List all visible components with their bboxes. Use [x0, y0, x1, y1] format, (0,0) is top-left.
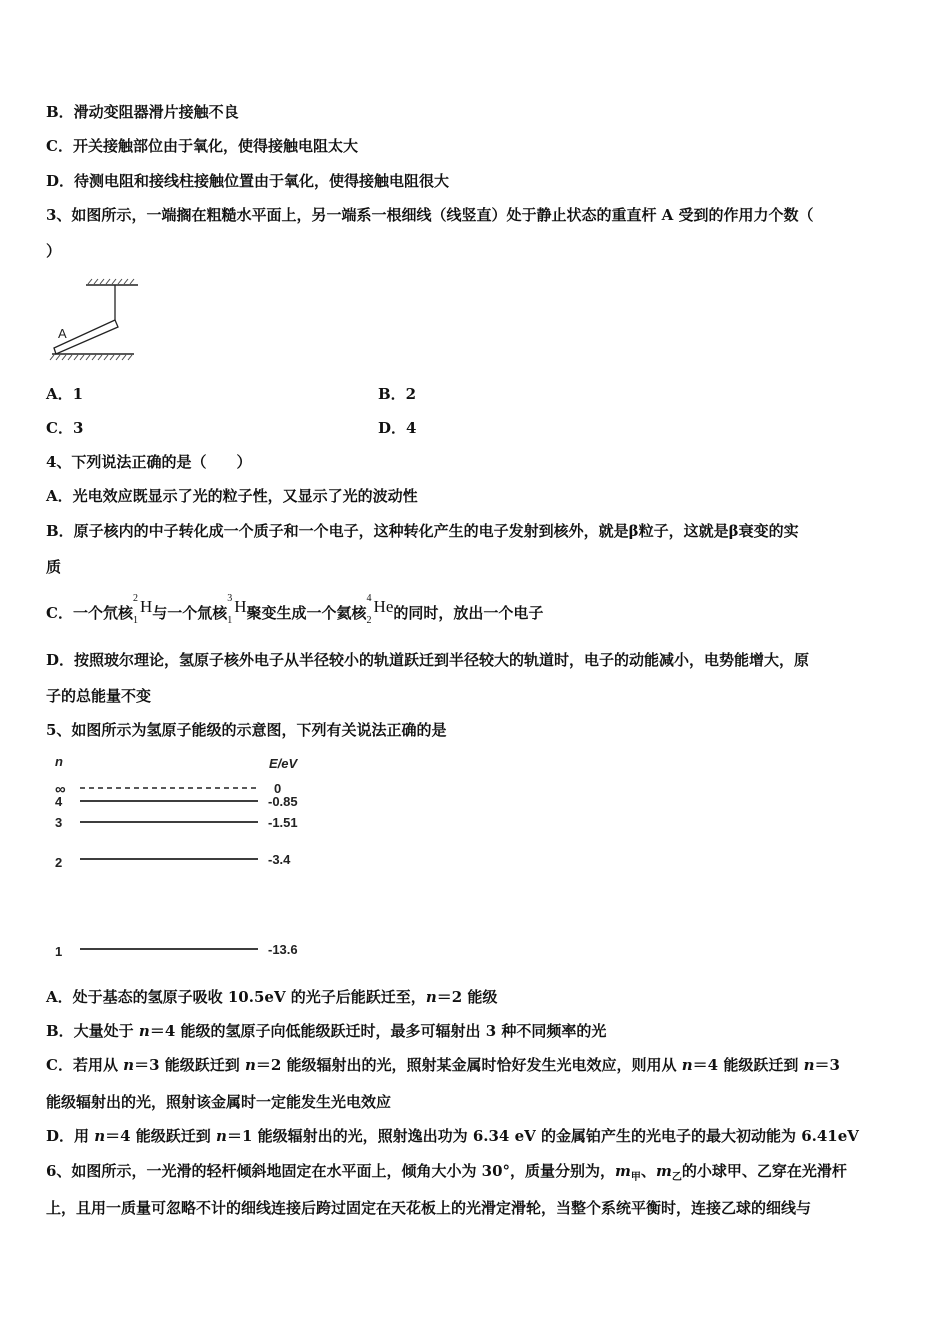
q4-option-c — [46, 593, 544, 626]
deuterium-symbol: 2 1 H — [132, 593, 153, 626]
q3-figure-label: A — [58, 326, 67, 341]
q4-option-d-line1: D．按照玻尔理论，氢原子核外电子从半径较小的轨道跃迁到半径较大的轨道时，电子的动能减小，电势能增大，原 — [46, 651, 810, 669]
q5-option-c-line2: 能级辐射出的光，照射该金属时一定能发生光电效应 — [46, 1093, 392, 1111]
q6-stem-line2: 上，且用一质量可忽略不计的细线连接后跨过固定在天花板上的光滑定滑轮，当整个系统平衡时，连接乙球的细线与 — [46, 1199, 812, 1217]
level-n-infinity: ∞ — [55, 781, 66, 798]
q5-option-c-line1: C．若用从 n＝3 能级跃迁到 n＝2 能级辐射出的光，照射某金属时恰好发生光电效应，则用从 n＝4 能级跃迁到 n＝3 — [46, 1056, 840, 1074]
q6-stem-line1: 6、如图所示，一光滑的轻杆倾斜地固定在水平面上，倾角大小为 30°，质量分别为，$m_甲$、$m_乙$的小球甲、乙穿在光滑杆 — [46, 1162, 847, 1183]
q3-stem-line2: ） — [46, 242, 62, 260]
energy-level-diagram — [46, 752, 316, 967]
q2-option-c: C．开关接触部位由于氧化，使得接触电阻太大 — [46, 137, 358, 155]
q3-stem-line1: 3、如图所示，一端搁在粗糙水平面上，另一端系一根细线（线竖直）处于静止状态的重直杆 A 受到的作用力个数（ — [46, 206, 814, 224]
level-energy-3: -1.51 — [268, 815, 298, 830]
q3-rod-figure — [46, 276, 146, 366]
q5-option-a: A．处于基态的氢原子吸收 10.5eV 的光子后能跃迁至，n＝2 能级 — [46, 988, 498, 1006]
q3-option-a: A．1 — [46, 385, 84, 403]
level-energy-1: -13.6 — [268, 942, 298, 957]
level-energy-infinity: 0 — [274, 781, 282, 796]
q4-option-c-part4: 的同时，放出一个电子 — [393, 604, 544, 622]
q5-option-b: B．大量处于 n＝4 能级的氢原子向低能级跃迁时，最多可辐射出 3 种不同频率的光 — [46, 1022, 607, 1040]
q5-stem: 5、如图所示为氢原子能级的示意图，下列有关说法正确的是 — [46, 721, 447, 739]
level-energy-4: -0.85 — [268, 794, 298, 809]
q4-option-c-part2: 与一个氚核 — [152, 604, 228, 622]
level-n-3: 3 — [55, 815, 63, 830]
q4-option-b-line1: B．原子核内的中子转化成一个质子和一个电子，这种转化产生的电子发射到核外，就是β粒子，这就是β衰变的实 — [46, 522, 799, 540]
q4-option-b-line2: 质 — [46, 558, 62, 576]
q2-option-d: D．待测电阻和接线柱接触位置由于氧化，使得接触电阻很大 — [46, 172, 450, 190]
q4-option-a: A．光电效应既显示了光的粒子性，又显示了光的波动性 — [46, 487, 418, 505]
q4-option-c-part3: 聚变生成一个氦核 — [246, 604, 367, 622]
q4-stem: 4、下列说法正确的是（ ） — [46, 453, 252, 471]
energy-axis-header: E/eV — [269, 756, 298, 771]
q5-option-d: D．用 n＝4 能级跃迁到 n＝1 能级辐射出的光，照射逸出功为 6.34 eV 的金属铂产生的光电子的最大初动能为 6.41eV — [46, 1127, 859, 1145]
q3-option-c: C．3 — [46, 419, 84, 437]
q2-option-b: B．滑动变阻器滑片接触不良 — [46, 103, 239, 121]
tritium-symbol: 3 1 H — [227, 593, 247, 626]
q4-option-c-part1: C．一个氘核 — [46, 604, 133, 622]
level-n-2: 2 — [55, 855, 63, 870]
q3-option-b: B．2 — [378, 385, 417, 403]
n-axis-header: n — [55, 754, 63, 769]
q3-option-d: D．4 — [378, 419, 417, 437]
helium-symbol: 4 2 He — [366, 593, 394, 626]
level-energy-2: -3.4 — [268, 852, 291, 867]
q4-option-d-line2: 子的总能量不变 — [46, 687, 152, 705]
level-n-4: 4 — [55, 794, 63, 809]
level-n-1: 1 — [55, 944, 63, 959]
